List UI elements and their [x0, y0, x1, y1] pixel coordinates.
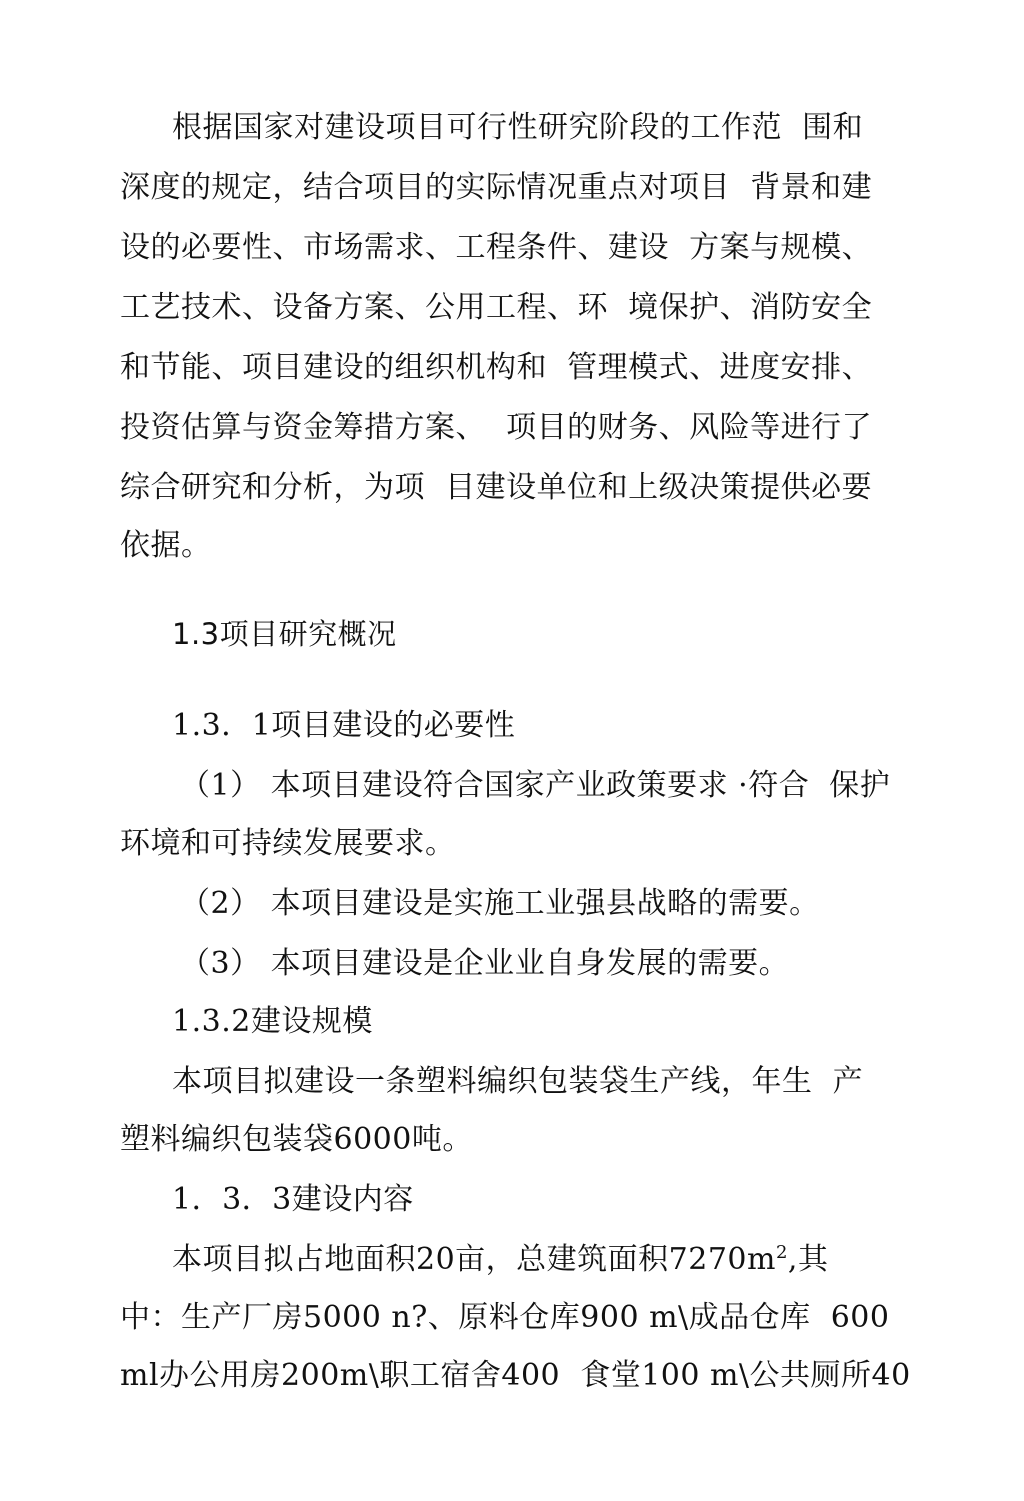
paragraph-line: 工艺技术、设备方案、公用工程、环 境保护、消防安全: [120, 290, 873, 325]
list-item: （2） 本项目建设是实施工业强县战略的需要。: [180, 886, 820, 921]
paragraph-line: ml办公用房200m\职工宿舍400 食堂100 m\公共厕所40: [120, 1358, 911, 1393]
list-item-continuation: 环境和可持续发展要求。: [120, 826, 456, 861]
paragraph-line: 投资估算与资金筹措方案、 项目的财务、风险等进行了: [120, 410, 873, 445]
paragraph-line: 中：生产厂房5000 n?、原料仓库900 m\成品仓库 600: [120, 1300, 890, 1335]
list-item: （1） 本项目建设符合国家产业政策要求 ·符合 保护: [180, 768, 891, 803]
section-heading: 1.3项目研究概况: [172, 617, 397, 651]
content-text: 本项目拟占地面积20亩，总建筑面积7270m: [172, 1242, 776, 1277]
paragraph-line: 塑料编织包装袋6000吨。: [120, 1122, 473, 1157]
superscript: 2: [775, 1242, 788, 1263]
paragraph-line: 深度的规定，结合项目的实际情况重点对项目 背景和建: [120, 170, 873, 205]
paragraph-line: 本项目拟建设一条塑料编织包装袋生产线，年生 产: [172, 1064, 864, 1099]
content-text-tail: ,其: [787, 1242, 829, 1277]
list-item: （3） 本项目建设是企业业自身发展的需要。: [180, 946, 790, 981]
paragraph-line: 依据。: [120, 528, 212, 563]
paragraph-line: 综合研究和分析，为项 目建设单位和上级决策提供必要: [120, 470, 873, 505]
subsection-heading: 1．3．3建设内容: [172, 1182, 414, 1217]
paragraph-line: 根据国家对建设项目可行性研究阶段的工作范 围和: [172, 110, 864, 145]
paragraph-line: 设的必要性、市场需求、工程条件、建设 方案与规模、: [120, 230, 873, 265]
paragraph-line: 和节能、项目建设的组织机构和 管理模式、进度安排、: [120, 350, 873, 385]
subsection-heading: 1.3.2建设规模: [172, 1004, 373, 1039]
subsection-heading: 1.3．1项目建设的必要性: [172, 708, 516, 743]
paragraph-line: [172, 1240, 828, 1280]
